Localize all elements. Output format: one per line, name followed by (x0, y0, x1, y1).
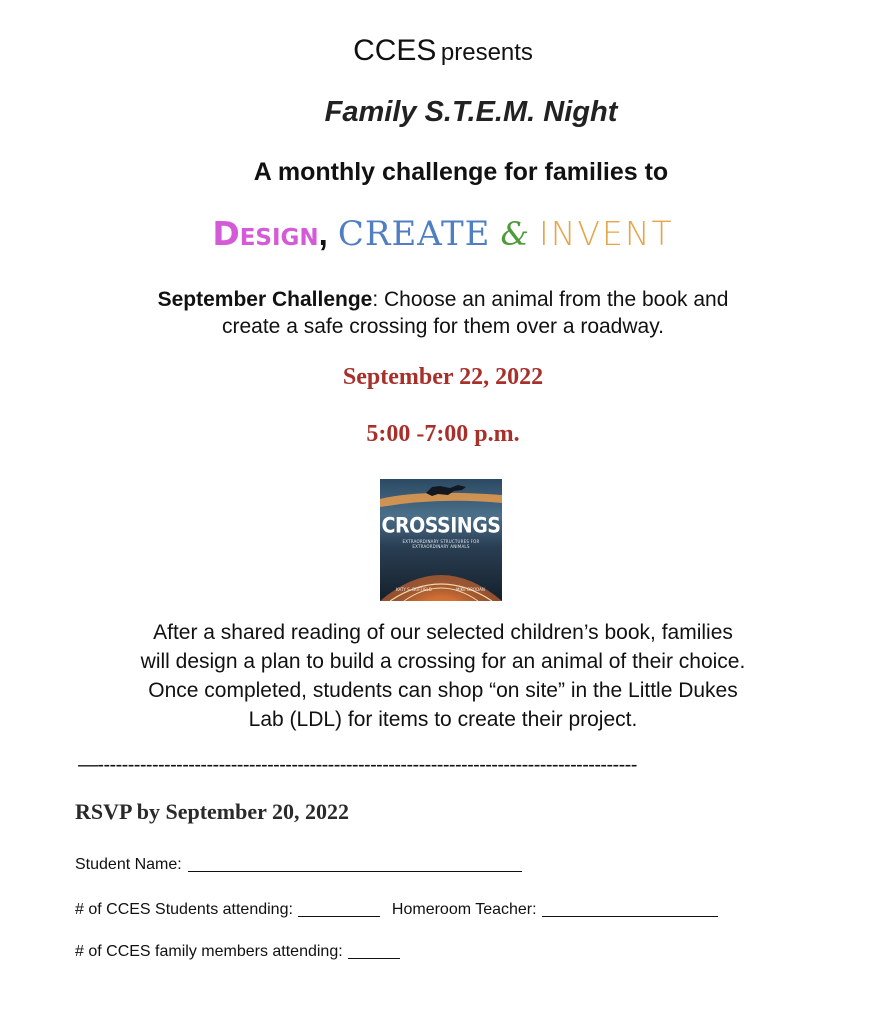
dashed-divider: —----------------------------------------------------------------------------------------- (78, 754, 637, 776)
students-attending-label: # of CCES Students attending: (75, 901, 293, 918)
description-line-4: Lab (LDL) for items to create their project. (248, 708, 638, 731)
homeroom-teacher-field[interactable] (542, 900, 718, 917)
event-title: Family S.T.E.M. Night (324, 96, 618, 128)
attendance-row (75, 900, 718, 919)
book-illustrator: MIKE ORODAN (456, 587, 485, 592)
event-date: September 22, 2022 (342, 364, 544, 390)
event-time: 5:00 -7:00 p.m. (366, 421, 520, 447)
tagline-ampersand: & (500, 215, 529, 253)
description-paragraph (0, 618, 886, 734)
family-members-row (75, 942, 400, 961)
presents-word: presents (440, 39, 533, 66)
challenge-paragraph (0, 286, 886, 340)
book-author: KATY S. DUFFIELD (396, 587, 432, 592)
event-subtitle: A monthly challenge for families to (253, 158, 669, 186)
student-name-label: Student Name: (75, 856, 182, 873)
challenge-label: September Challenge (157, 288, 373, 311)
tagline-comma: , (318, 215, 328, 252)
org-name: CCES (353, 34, 437, 67)
description-line-1: After a shared reading of our selected children’s book, families (153, 621, 733, 644)
student-name-row (75, 855, 522, 874)
description-line-2: will design a plan to build a crossing for an animal of their choice. (140, 650, 746, 673)
description-line-3: Once completed, students can shop “on site” in the Little Dukes (148, 679, 738, 702)
book-subtitle: EXTRAORDINARY STRUCTURES FOR EXTRAORDINARY ANIMALS (402, 539, 480, 549)
student-name-field[interactable] (188, 855, 522, 872)
presents-line (0, 34, 886, 68)
homeroom-teacher-label: Homeroom Teacher: (391, 901, 537, 918)
tagline-invent: INVENT (539, 214, 674, 253)
challenge-line-2: create a safe crossing for them over a roadway. (222, 315, 664, 338)
family-members-field[interactable] (348, 942, 400, 959)
tagline-design: Design (212, 214, 319, 253)
challenge-line-1 (0, 286, 886, 313)
rsvp-heading: RSVP by September 20, 2022 (75, 799, 349, 824)
book-cover-image (380, 479, 502, 601)
challenge-text-1: : Choose an animal from the book and (372, 288, 729, 311)
tagline-create: CREATE (337, 214, 491, 254)
family-members-label: # of CCES family members attending: (75, 943, 343, 960)
design-create-invent-tagline (0, 212, 886, 254)
book-title: CROSSINGS (381, 513, 501, 539)
students-attending-field[interactable] (298, 900, 380, 917)
